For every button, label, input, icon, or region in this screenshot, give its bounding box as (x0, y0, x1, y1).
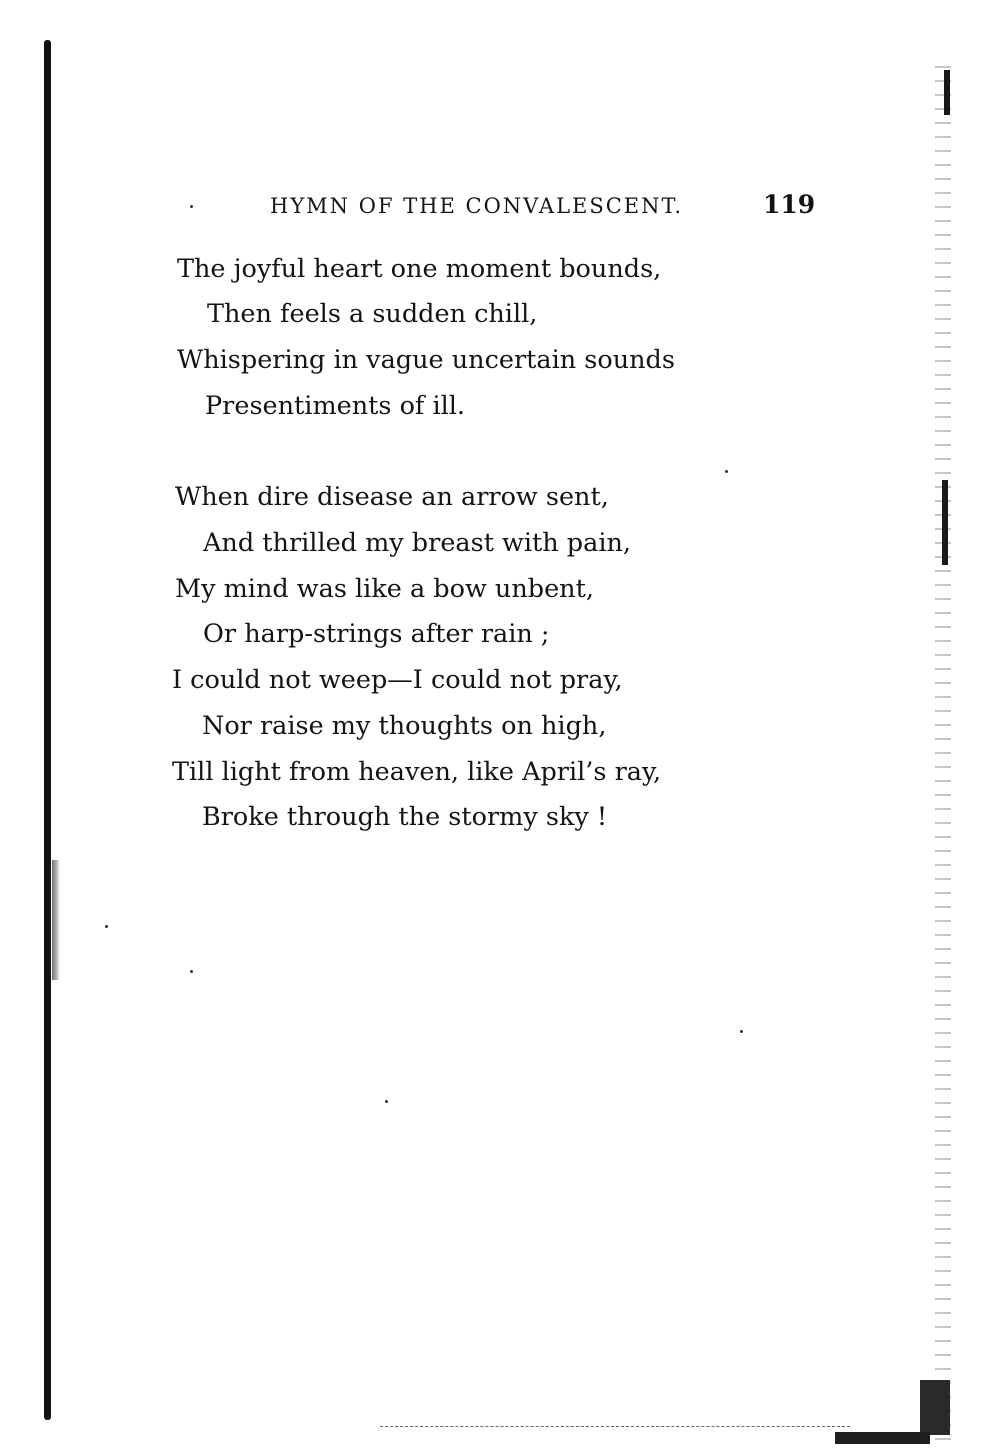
edge-mark (942, 480, 948, 565)
poem-line: My mind was like a bow unbent, (175, 574, 594, 604)
poem-line: Nor raise my thoughts on high, (202, 711, 607, 741)
poem-line: And thrilled my breast with pain, (203, 528, 632, 558)
poem-line: Whispering in vague uncertain sounds (177, 345, 675, 375)
poem-line: Broke through the stormy sky ! (202, 802, 608, 832)
edge-mark (920, 1380, 950, 1435)
binding-edge-shadow (44, 40, 51, 1420)
poem-line: Or harp-strings after rain ; (203, 619, 550, 649)
bottom-scan-rule (380, 1426, 850, 1429)
edge-mark (944, 70, 950, 115)
scan-speck (190, 970, 193, 973)
poem-line: Till light from heaven, like April’s ray, (172, 757, 662, 787)
page-number: 119 (763, 190, 816, 219)
scan-speck (740, 1030, 743, 1033)
poem-line: When dire disease an arrow sent, (175, 482, 609, 512)
running-head: HYMN OF THE CONVALESCENT. (270, 194, 684, 218)
scan-speck (190, 205, 193, 208)
scan-speck (725, 470, 728, 473)
bottom-scan-mark (835, 1432, 930, 1444)
binding-smudge (52, 860, 60, 980)
poem-line: Then feels a sudden chill, (207, 299, 538, 329)
page-edge-artifacts (935, 60, 951, 1440)
scan-speck (105, 925, 108, 928)
poem-line: Presentiments of ill. (205, 391, 466, 421)
poem-line: I could not weep—I could not pray, (172, 665, 623, 695)
scan-speck (385, 1100, 388, 1103)
poem-line: The joyful heart one moment bounds, (177, 254, 662, 284)
